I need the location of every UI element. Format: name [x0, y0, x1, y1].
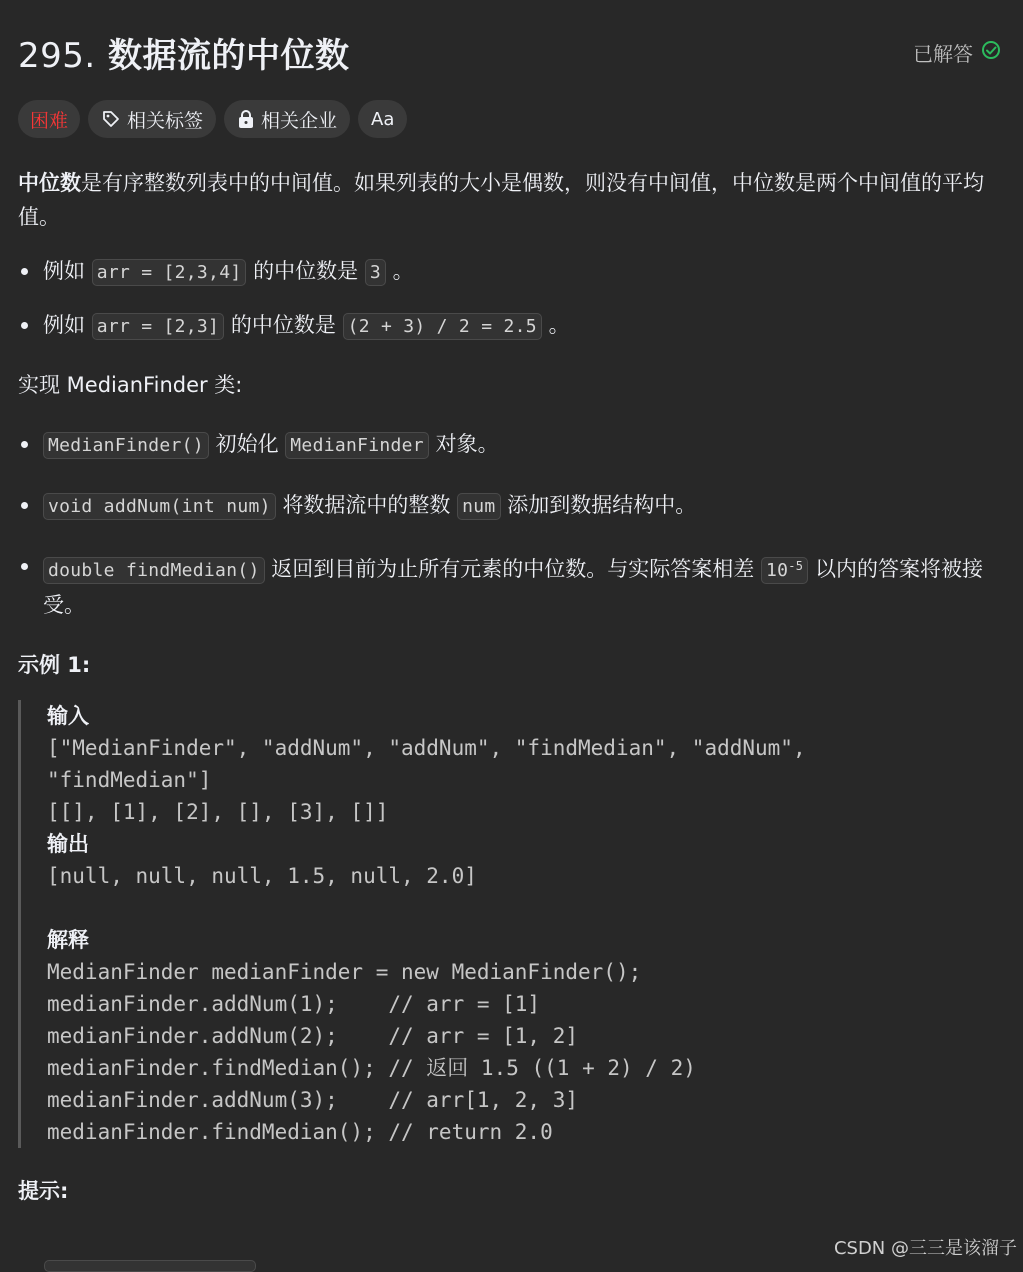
title-row	[18, 26, 1003, 78]
inline-code: MedianFinder()	[43, 432, 209, 459]
check-circle-icon	[981, 40, 1001, 65]
related-companies-label: 相关企业	[261, 109, 338, 132]
explain-line: medianFinder.addNum(3); // arr[1, 2, 3]	[47, 1088, 579, 1112]
inline-code: num	[457, 493, 500, 520]
partial-inline-code	[44, 1260, 256, 1272]
inline-code: 3	[365, 259, 386, 286]
explain-label: 解释	[47, 928, 89, 952]
example-heading: 示例 1:	[18, 653, 91, 677]
explain-line: medianFinder.addNum(1); // arr = [1]	[47, 992, 541, 1016]
example-block	[18, 700, 1003, 1148]
font-settings-button[interactable]	[358, 100, 407, 138]
problem-title[interactable]	[18, 28, 350, 77]
explain-line: medianFinder.findMedian(); // return 2.0	[47, 1120, 553, 1144]
input-line: [[], [1], [2], [], [3], []]	[47, 800, 389, 824]
inline-code: arr = [2,3,4]	[92, 259, 247, 286]
list-item: double findMedian() 返回到目前为止所有元素的中位数。与实际答案相差 $10^{-5}$ 以内的答案将被接受。	[18, 549, 1003, 622]
solved-label: 已解答	[913, 41, 973, 66]
median-term: 中位数	[18, 171, 81, 195]
list-item: void addNum(int num) 将数据流中的整数 num 添加到数据结构中。	[18, 488, 1003, 524]
explain-line: medianFinder.findMedian(); // 返回 1.5 ((1 + 2) / 2)	[47, 1056, 696, 1080]
inline-code: (2 + 3) / 2 = 2.5	[343, 313, 542, 340]
related-companies-button[interactable]	[224, 100, 350, 138]
output-label: 输出	[47, 832, 89, 856]
median-examples-list	[18, 254, 1003, 344]
explain-line: MedianFinder medianFinder = new MedianFinder();	[47, 960, 642, 984]
problem-page	[0, 26, 1023, 1266]
difficulty-badge	[18, 100, 80, 138]
problem-title-text: 数据流的中位数	[108, 35, 350, 76]
watermark: CSDN @三三是该溜子	[833, 1238, 1017, 1259]
input-label: 输入	[47, 704, 89, 728]
lock-icon	[237, 109, 255, 129]
description-text: 是有序整数列表中的中间值。如果列表的大小是偶数，则没有中间值，中位数是两个中间值的平均值。	[18, 171, 984, 229]
description-paragraph	[18, 166, 1003, 234]
input-line: "findMedian"]	[47, 768, 212, 792]
list-item: MedianFinder() 初始化 MedianFinder 对象。	[18, 427, 1003, 463]
inline-code: $10^{-5}$	[761, 557, 808, 584]
solved-status	[913, 38, 1001, 67]
list-item: 例如 arr = [2,3,4] 的中位数是 3 。	[18, 254, 1003, 290]
related-tags-label: 相关标签	[127, 109, 204, 132]
related-tags-button[interactable]	[88, 100, 216, 138]
inline-code: MedianFinder	[285, 432, 429, 459]
methods-list	[18, 427, 1003, 622]
problem-description	[18, 166, 1003, 1208]
difficulty-label: 困难	[30, 109, 69, 132]
tag-bar	[18, 100, 1003, 138]
explain-line: medianFinder.addNum(2); // arr = [1, 2]	[47, 1024, 579, 1048]
implement-intro: 实现 MedianFinder 类:	[18, 373, 243, 397]
list-item: 例如 arr = [2,3] 的中位数是 (2 + 3) / 2 = 2.5 。	[18, 308, 1003, 344]
translate-icon: Aa	[371, 108, 395, 130]
output-line: [null, null, null, 1.5, null, 2.0]	[47, 864, 477, 888]
inline-code: double findMedian()	[43, 557, 265, 584]
hints-heading: 提示:	[18, 1179, 69, 1203]
inline-code: arr = [2,3]	[92, 313, 225, 340]
tag-icon	[101, 109, 121, 129]
inline-code: void addNum(int num)	[43, 493, 276, 520]
problem-number: 295.	[18, 35, 96, 76]
input-line: ["MedianFinder", "addNum", "addNum", "findMedian", "addNum",	[47, 736, 806, 760]
